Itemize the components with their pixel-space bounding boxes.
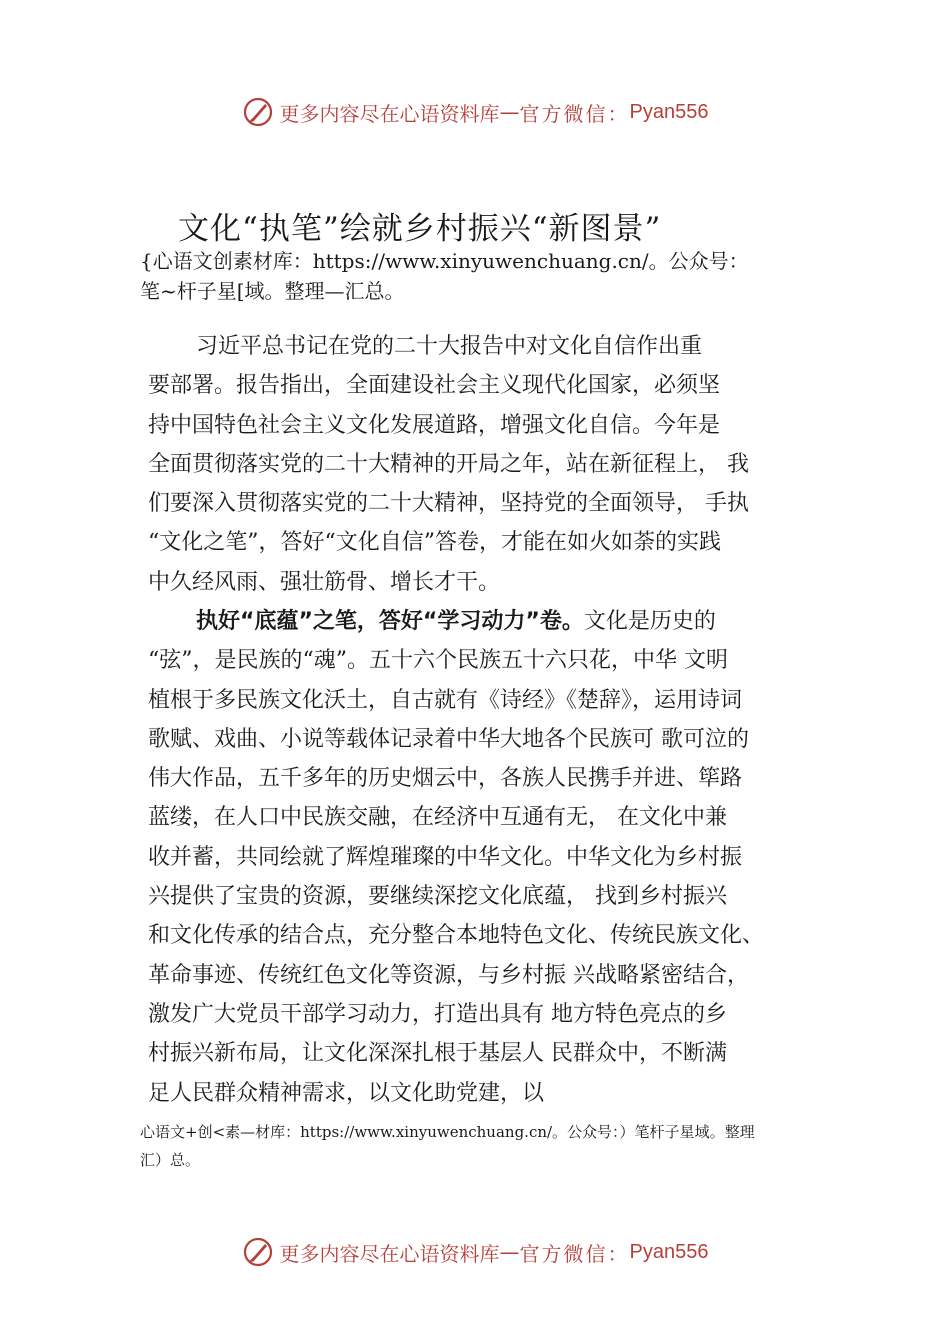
footer-note-line-1: 心语文+创<素—材库：https://www.xinyuwenchuang.cn/。公众号：）笔杆子星域。整理 [140,1123,755,1141]
banner-text: 更多内容尽在心语资料库 [279,101,500,126]
paragraph-line: 伟大作品，五千多年的历史烟云中，各族人民携手并进、筚路 [148,766,743,792]
banner-separator: — [499,1240,520,1264]
quill-seal-icon [242,1236,274,1268]
footer-banner [0,1236,950,1268]
paragraph-first-line [148,602,838,641]
paragraph-line: “文化之笔”，答好“文化自信”答卷，才能在如火如荼的实践 [148,530,721,556]
paragraph-line: 要部署。报告指出，全面建设社会主义现代化国家，必须坚 [148,373,721,399]
paragraph-line: 激发广大党员干部学习动力，打造出具有 地方特色亮点的乡 [148,1001,727,1027]
footer-note-line-2: 汇）总。 [140,1151,201,1169]
page-title: 文化“执笔”绘就乡村振兴“新图景” [178,211,662,247]
source-note-line-2: 笔~杆子星[域。整理—汇总。 [140,279,405,303]
paragraph-line-rest: 文化是历史的 [583,609,716,634]
paragraph-line: 革命事迹、传统红色文化等资源，与乡村振 兴战略紧密结合， [148,962,749,988]
source-note-line-1: {心语文创素材库：https://www.xinyuwenchuang.cn/。公众号： [140,249,749,273]
paragraph-line: 和文化传承的结合点，充分整合本地特色文化、传统民族文化、 [148,923,765,949]
banner-wechat-label: 官方微信： [519,101,630,126]
banner-text: 更多内容尽在心语资料库 [279,1241,500,1266]
paragraph-2 [148,602,838,1113]
quill-seal-icon [242,96,274,128]
paragraph-line: 兴提供了宝贵的资源，要继续深挖文化底蕴， 找到乡村振兴 [148,884,727,910]
paragraph-line: 村振兴新布局，让文化深深扎根于基层人 民群众中，不断满 [148,1041,727,1067]
banner-wechat-id: Pyan556 [629,1240,709,1263]
banner-separator: — [499,100,520,124]
paragraph-line: 习近平总书记在党的二十大报告中对文化自信作出重 [196,334,703,359]
paragraph-line: 收并蓄，共同绘就了辉煌璀璨的中华文化。中华文化为乡村振 [148,844,743,870]
section-heading: 执好“底蕴”之笔，答好“学习动力”卷。 [196,609,584,634]
paragraph-line: 歌赋、戏曲、小说等载体记录着中华大地各个民族可 歌可泣的 [148,726,749,752]
paragraph-line: 持中国特色社会主义文化发展道路，增强文化自信。今年是 [148,412,721,438]
paragraph-line: 蓝缕，在人口中民族交融，在经济中互通有无， 在文化中兼 [148,805,727,831]
paragraph-line: “弦”，是民族的“魂”。五十六个民族五十六只花，中华 文明 [148,648,728,674]
banner-wechat-id: Pyan556 [629,100,709,123]
paragraph-1 [148,327,838,602]
paragraph-line: 足人民群众精神需求，以文化助党建，以 [148,1080,545,1106]
banner-wechat-label: 官方微信： [519,1241,630,1266]
paragraph-line: 植根于多民族文化沃土，自古就有《诗经》《楚辞》，运用诗词 [148,687,743,713]
paragraph-line: 中久经风雨、强壮筋骨、增长才干。 [148,569,501,595]
paragraph-line: 们要深入贯彻落实党的二十大精神，坚持党的全面领导， 手执 [148,491,749,517]
header-banner [0,96,950,128]
paragraph-line: 全面贯彻落实党的二十大精神的开局之年，站在新征程上， 我 [148,451,749,477]
